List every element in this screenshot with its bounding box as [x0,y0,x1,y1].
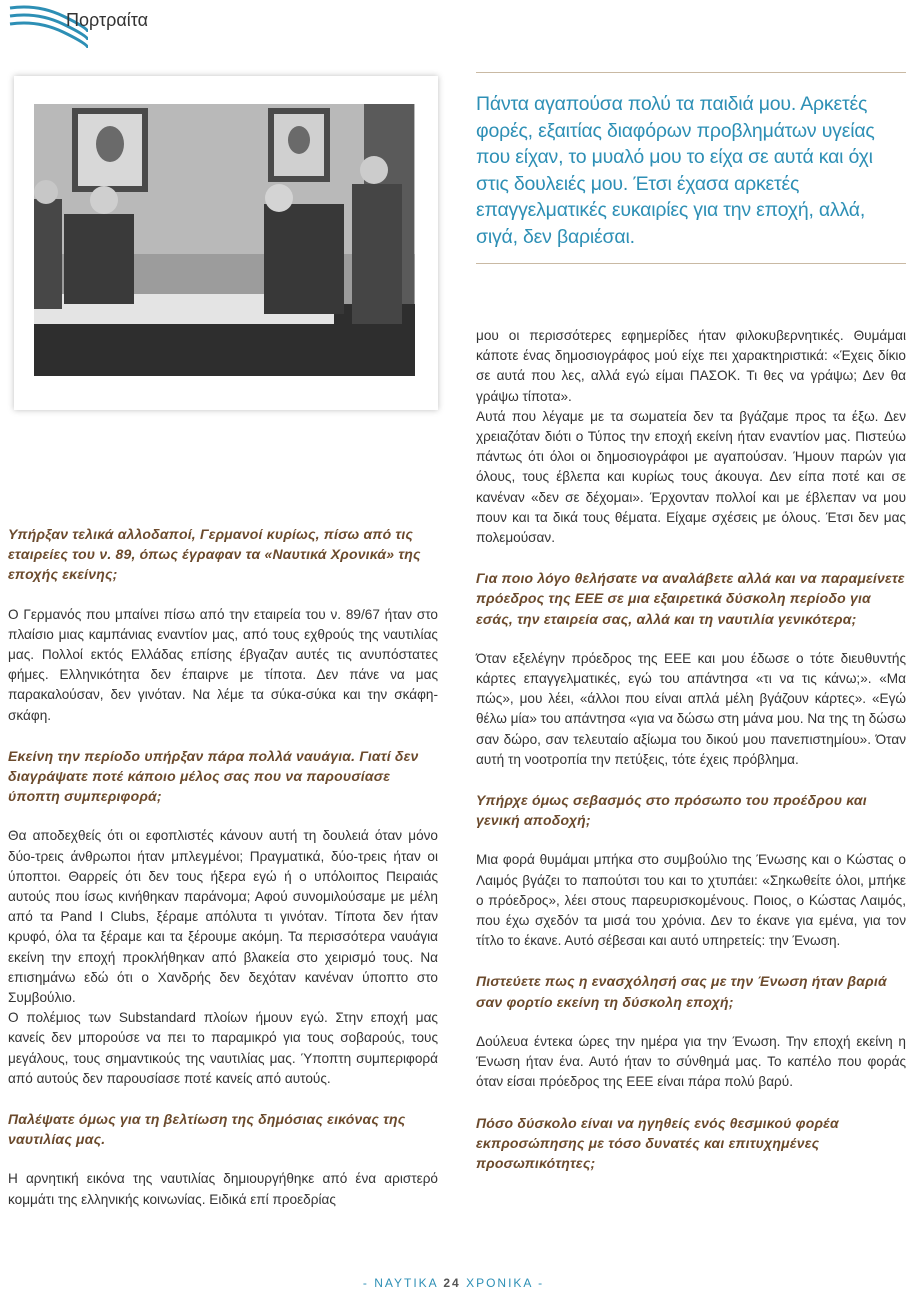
question-heading: Υπήρχε όμως σεβασμός στο πρόσωπο του προέδρου και γενική αποδοχή; [476,792,867,829]
question-heading: Παλέψατε όμως για τη βελτίωση της δημόσιας εικόνας της ναυτιλίας μας. [8,1111,406,1148]
question-heading: Για ποιο λόγο θελήσατε να αναλάβετε αλλά και να παραμείνετε πρόεδρος της ΕΕΕ σε μια εξαιρετικά δύσκολη περίοδο για εσάς, την εταιρεία σας, αλλά και τη ναυτιλία γενικότερα; [476,570,905,627]
answer-paragraph: Όταν εξελέγην πρόεδρος της ΕΕΕ και μου έδωσε ο τότε διευθυντής κάρτες επαγγελματικές, εγώ του απάντησα «τι να τις κάνω;». «Μα πώς», μου λέει, «άλλοι που είναι απλά μέλη βγάζουν κάρτες». «Εγώ θέλω μία» του απάντησα «για να δώσω στη μάνα μου. Να της τη δώσω σαν δώρο, σαν τελευταίο αξίωμα του δικού μου πανεπιστημίου». Όταν αυτή τη νοοτροπία την πετύξεις, τότε έχεις πρόβλημα. [476,650,906,767]
historic-meeting-photo [34,104,415,376]
answer-paragraph: Μια φορά θυμάμαι μπήκα στο συμβούλιο της Ένωσης και ο Κώστας ο Λαιμός βγάζει το παπούτσι του και το χτυπάει: «Σηκωθείτε όλοι, μπήκε ο πρόεδρος», λέει στους παρευρισκομένους. Ποιος, ο Κώστας Λαιμός, που έχω σχεδόν τα μισά του χρόνια. Δεν το έκανε για εμένα, για τον τίτλο το έκανε. Αυτό σέβεσαι και αυτό υπηρετείς: την Ένωση. [476,852,906,949]
answer-paragraph: Θα αποδεχθείς ότι οι εφοπλιστές κάνουν αυτή τη δουλειά όταν μόνο δύο-τρεις άνθρωποι ήταν μπλεγμένοι; Πραγματικά, δύο-τρεις ήταν οι ύποπτοι. Θαρρείς ότι δεν τους ήξερα εγώ ή ο υπόλοιπος Πειραιάς αυτούς που ίσως κινήθηκαν παράνομα; Αφού συνομιλούσαμε με μέλη από τα Pand I Clubs, ξέραμε απόλυτα τι γινόταν. Τίποτα δεν ήταν κρυφό, όλα τα ξέραμε και τα ξέρουμε ακόμη. Τα περισσότερα ναυάγια εκείνη την εποχή προκλήθηκαν από βλακεία στο χειρισμό τους. Να επισημάνω εδώ ότι ο Χανδρής δεν δεχόταν κανέναν ύποπτο στο Συμβούλιο. [8,828,438,1006]
section-label: Πορτραίτα [66,10,149,30]
page-header [8,2,308,52]
left-column [8,524,438,1210]
question-heading: Πιστεύετε πως η ενασχόλησή σας με την Ένωση ήταν βαριά σαν φορτίο εκείνη τη δύσκολη εποχή; [476,973,887,1010]
answer-paragraph: μου οι περισσότερες εφημερίδες ήταν φιλοκυβερνητικές. Θυμάμαι κάποτε ένας δημοσιογράφος μού είχε πει χαρακτηριστικά: «Έχεις δίκιο σε αυτά που λες, αλλά εγώ είμαι ΠΑΣΟΚ. Τι θες να γράψω; Δεν θα γράψω τίποτα». [476,328,906,404]
answer-paragraph: Η αρνητική εικόνα της ναυτιλίας δημιουργήθηκε από ένα αριστερό κομμάτι της ελληνικής κοινωνίας. Ειδικά επί προεδρίας [8,1171,438,1207]
answer-paragraph: Αυτά που λέγαμε με τα σωματεία δεν τα βγάζαμε προς τα έξω. Δεν χρειαζόταν διότι ο Τύπος την εποχή εκείνη ήταν εναντίον μας. Πιστεύω πάντως ότι όλοι οι δημοσιογράφοι με αγαπούσαν. Ήμουν παρών για όλους, τους έβλεπα και κυρίως τους άκουγα. Δεν είπα ποτέ και σε κανέναν «δεν σε δέχομαι». Έρχονταν πολλοί και με έβλεπαν να μου πουν και τα δικά τους θέματα. Είχαμε σχέσεις με όλους. Έτσι δεν μας πολεμούσαν. [476,408,906,546]
footer-left: - ΝΑΥΤΙΚΑ [362,1276,439,1290]
answer-paragraph: Ο πολέμιος των Substandard πλοίων ήμουν εγώ. Στην εποχή μας κανείς δεν μπορούσε να πει το παραμικρό για τους σοβαρούς, τους μεγάλους, τους σημαντικούς της ναυτιλίας μας. Ύποπτη συμπεριφορά από αυτούς δεν παρουσίασε ποτέ κανείς από αυτούς. [8,1010,438,1086]
right-column [476,326,906,1193]
page-footer [0,1276,907,1290]
footer-right: ΧΡΟΝΙΚΑ - [466,1276,545,1290]
answer-paragraph: Δούλευα έντεκα ώρες την ημέρα για την Ένωση. Την εποχή εκείνη η Ένωση ήταν ένα. Αυτό ήταν το σύνθημά μας. Το καπέλο που φοράς όταν είσαι πρόεδρος της ΕΕΕ είναι πάρα πολύ βαρύ. [476,1033,906,1090]
photo-illustration [34,104,415,376]
photo-frame [14,76,438,410]
question-heading: Εκείνη την περίοδο υπήρξαν πάρα πολλά ναυάγια. Γιατί δεν διαγράψατε ποτέ κάποιο μέλος σας που να παρουσίασε ύποπτη συμπεριφορά; [8,747,419,805]
pull-quote: Πάντα αγαπούσα πολύ τα παιδιά μου. Αρκετές φορές, εξαιτίας διαφόρων προβλημάτων υγείας που είχαν, το μυαλό μου το είχα σε αυτά και όχι στις δουλειές μου. Έτσι έχασα αρκετές επαγγελματικές ευκαιρίες για την εποχή, αλλά, σιγά, δεν βαριέσαι. [476,93,875,248]
pull-quote-box [476,72,906,264]
page-number: 24 [443,1276,461,1290]
question-heading: Υπήρξαν τελικά αλλοδαποί, Γερμανοί κυρίως, πίσω από τις εταιρείες του ν. 89, όπως έγραφαν τα «Ναυτικά Χρονικά» της εποχής εκείνης; [8,526,421,583]
answer-paragraph: Ο Γερμανός που μπαίνει πίσω από την εταιρεία του ν. 89/67 ήταν στο πλαίσιο μιας καμπάνιας εναντίον μας, από τους εχθρούς της ναυτιλίας μας. Πολλοί εκτός Ελλάδας επίσης έβγαζαν αυτές τις ανυπόστατες φήμες. Ελληνικότητα δεν έπαιρνε με τίποτα. Δεν πάνε να μας παρακαλούσαν, δεν γινόταν. Να λέμε τα σύκα-σύκα και την σκάφη-σκάφη. [8,606,438,723]
question-heading: Πόσο δύσκολο είναι να ηγηθείς ενός θεσμικού φορέα εκπροσώπησης με τόσο δυνατές και επιτυχημένες προσωπικότητες; [476,1114,839,1171]
